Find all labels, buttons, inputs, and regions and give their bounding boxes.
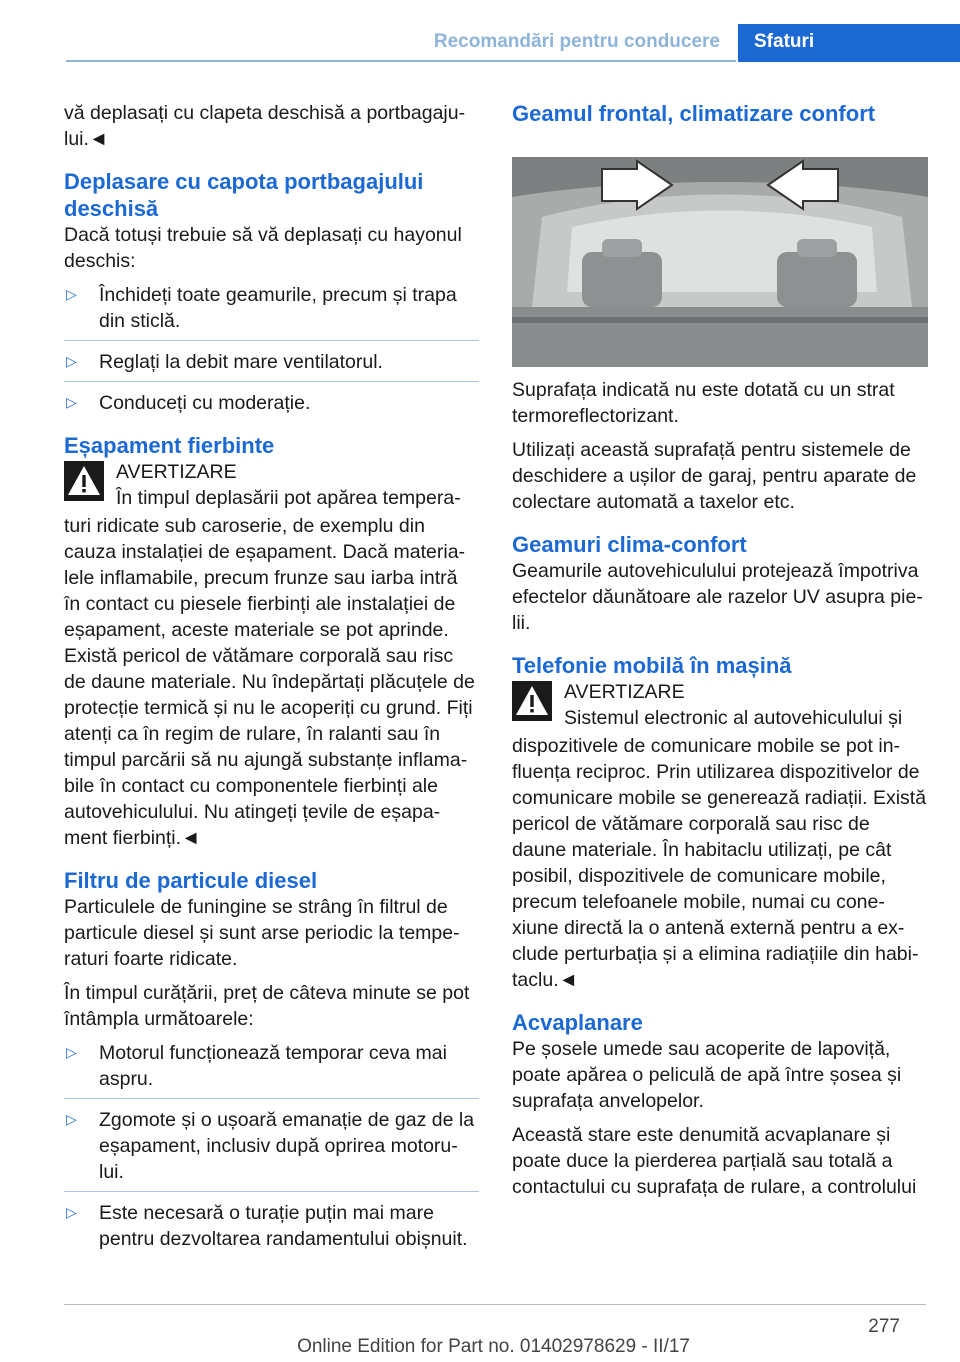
page-number: 277 bbox=[868, 1316, 900, 1337]
hatch-open-text: Dacă totuși trebuie să vă deplasați cu hayonul deschis: bbox=[64, 224, 462, 272]
warning-text-mobile: dispozitivele de comunicare mobile se pot in-fluența reciproc. Prin utilizarea dispozitivelor de comunicare mobile se generează radiații. Există pericol de vătămare corporală sau risc de daune materiale. În habitaclu utilizați, pe cât posibil, dispozitivele de comunicare mobile, precum telefoanele mobile, numai cu cone-xiune directă la o antenă externă pentru a ex-clude perturbația și a elimina radiațiile din habi-taclu.◄ bbox=[512, 735, 927, 991]
bullet-triangle-icon: ▷ bbox=[66, 353, 77, 369]
heading-climate-glass: Geamuri clima-confort bbox=[512, 532, 747, 557]
edition-text: Online Edition for Part no. 01402978629 - II/17 bbox=[297, 1336, 690, 1357]
warning-block-exhaust bbox=[64, 459, 479, 513]
windshield-photo bbox=[512, 157, 928, 367]
warning-text-exhaust: turi ridicate sub caroserie, de exemplu din cauza instalației de eșapament. Dacă materia-lele inflamabile, precum frunze sau iarba intră în contact cu piesele fierbinți ale instalației de eșapament, aceste materiale se pot aprinde. Există pericol de vătămare corporală sau risc de daune materiale. Nu îndepărtați plăcuțele de protecție termică și nu le acoperiți cu grund. Fiți atenți ca în regim de rulare, în ralanti sau în timpul parcării să nu ajungă substanțe inflama-bile în contact cu componentele fierbinți ale autovehiculului. Nu atingeți țevile de eșapa-ment fierbinți.◄ bbox=[64, 515, 475, 849]
list-item: ▷ Reglați la debit mare ventilatorul. bbox=[64, 349, 479, 382]
diesel-filter-text-1: Particulele de funingine se strâng în filtrul de particule diesel și sunt arse periodic la tempe-raturi foarte ridicate. bbox=[64, 896, 460, 970]
warning-first-line: În timpul deplasării pot apărea tempera- bbox=[116, 487, 461, 509]
warning-triangle-icon bbox=[512, 681, 552, 721]
heading-mobile-phone: Telefonie mobilă în mașină bbox=[512, 653, 792, 678]
diesel-filter-text-2: În timpul curățării, preț de câteva minute se pot întâmpla următoarele: bbox=[64, 982, 470, 1030]
bullet-triangle-icon: ▷ bbox=[66, 1044, 77, 1060]
bullet-triangle-icon: ▷ bbox=[66, 286, 77, 302]
list-item: ▷ Zgomote și o ușoară emanație de gaz de la eșapament, inclusiv după oprirea motoru-lui. bbox=[64, 1107, 479, 1192]
bullet-triangle-icon: ▷ bbox=[66, 1111, 77, 1127]
heading-windshield: Geamul frontal, climatizare confort bbox=[512, 101, 876, 126]
heading-aquaplaning: Acvaplanare bbox=[512, 1010, 643, 1035]
header-tab-label: Sfaturi bbox=[754, 31, 815, 52]
list-item: ▷ Închideți toate geamurile, precum și trapa din sticlă. bbox=[64, 282, 479, 341]
warning-first-line: Sistemul electronic al autovehiculului și bbox=[564, 707, 903, 729]
heading-diesel-filter: Filtru de particule diesel bbox=[64, 868, 318, 893]
bullet-triangle-icon: ▷ bbox=[66, 1204, 77, 1220]
warning-label: AVERTIZARE bbox=[116, 461, 237, 483]
windshield-text-1: Suprafața indicată nu este dotată cu un strat termoreflectorizant. bbox=[512, 379, 895, 427]
bullet-triangle-icon: ▷ bbox=[66, 394, 77, 410]
header-tab bbox=[738, 24, 960, 62]
aquaplaning-text-1: Pe șosele umede sau acoperite de lapoviță, poate apărea o peliculă de apă între șosea și suprafața anvelopelor. bbox=[512, 1038, 902, 1112]
header-section-title: Recomandări pentru conducere bbox=[433, 31, 720, 52]
warning-block-mobile bbox=[512, 679, 928, 733]
header-section-bar bbox=[66, 24, 736, 62]
list-item: ▷ Motorul funcționează temporar ceva mai aspru. bbox=[64, 1040, 479, 1099]
right-column bbox=[512, 100, 928, 1208]
aquaplaning-text-2: Această stare este denumită acvaplanare și poate duce la pierderea parțială sau totală a contactului cu suprafața de rulare, a controlului bbox=[512, 1124, 917, 1198]
windshield-text-2: Utilizați această suprafață pentru sistemele de deschidere a ușilor de garaj, pentru aparate de colectare automată a taxelor etc. bbox=[512, 439, 917, 513]
heading-hatch-open: Deplasare cu capota portbagajului deschisă bbox=[64, 169, 424, 221]
list-item: ▷ Conduceți cu moderație. bbox=[64, 390, 479, 416]
warning-label: AVERTIZARE bbox=[564, 681, 685, 703]
heading-hot-exhaust: Eșapament fierbinte bbox=[64, 433, 275, 458]
left-intro-text: vă deplasați cu clapeta deschisă a portbagaju-lui.◄ bbox=[64, 102, 466, 150]
warning-triangle-icon bbox=[64, 461, 104, 501]
climate-glass-text: Geamurile autovehiculului protejează împotriva efectelor dăunătoare ale razelor UV asupra pie-lii. bbox=[512, 560, 923, 634]
hatch-open-list bbox=[64, 282, 479, 416]
left-column bbox=[64, 100, 479, 1262]
footer-divider bbox=[64, 1304, 926, 1305]
list-item: ▷ Este necesară o turație puțin mai mare pentru dezvoltarea randamentului obișnuit. bbox=[64, 1200, 479, 1252]
diesel-filter-list bbox=[64, 1040, 479, 1252]
